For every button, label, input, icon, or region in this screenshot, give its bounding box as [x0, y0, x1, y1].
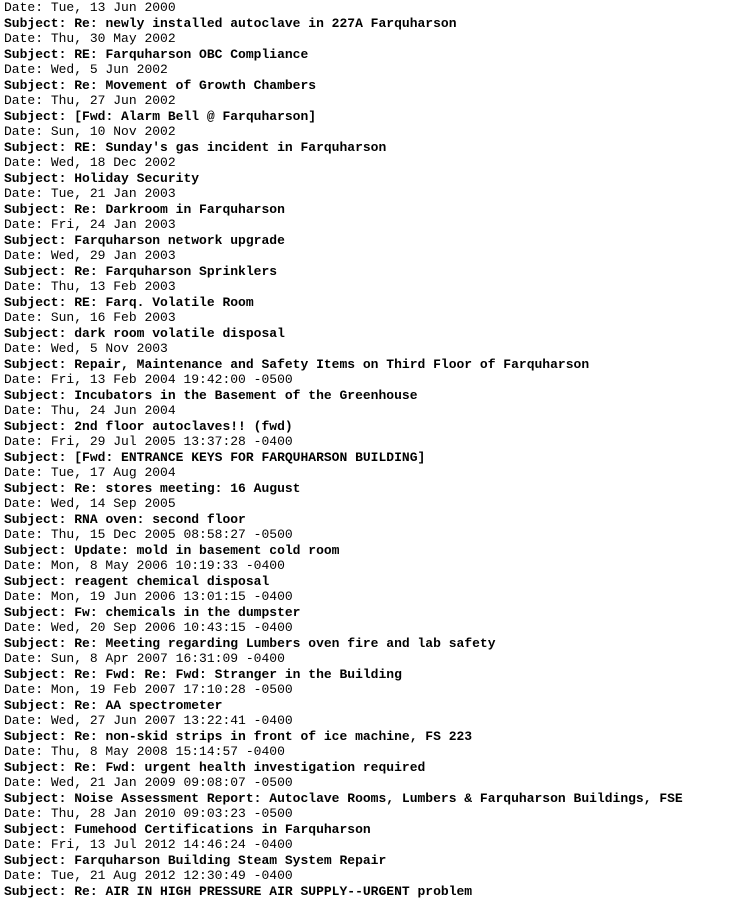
email-entry — [4, 279, 739, 310]
subject-value: Re: AA spectrometer — [74, 697, 223, 713]
subject-line — [4, 47, 739, 63]
subject-label: Subject: — [4, 542, 67, 558]
email-entry — [4, 465, 739, 496]
subject-value: reagent chemical disposal — [74, 573, 270, 589]
subject-line — [4, 543, 739, 559]
date-line — [4, 93, 739, 109]
date-value: Mon, 19 Feb 2007 17:10:28 -0500 — [50, 682, 293, 697]
email-entry — [4, 837, 739, 868]
date-line — [4, 713, 739, 729]
date-label: Date: — [4, 62, 44, 77]
subject-value: dark room volatile disposal — [74, 325, 285, 341]
subject-line — [4, 884, 739, 900]
subject-label: Subject: — [4, 232, 67, 248]
subject-value: Re: Movement of Growth Chambers — [74, 77, 317, 93]
subject-label: Subject: — [4, 418, 67, 434]
date-line — [4, 806, 739, 822]
date-label: Date: — [4, 279, 44, 294]
subject-label: Subject: — [4, 201, 67, 217]
date-value: Thu, 13 Feb 2003 — [50, 279, 176, 294]
date-value: Thu, 30 May 2002 — [50, 31, 176, 46]
subject-line — [4, 16, 739, 32]
date-label: Date: — [4, 93, 44, 108]
date-label: Date: — [4, 434, 44, 449]
email-entry — [4, 124, 739, 155]
date-value: Tue, 13 Jun 2000 — [50, 0, 176, 15]
date-value: Sun, 10 Nov 2002 — [50, 124, 176, 139]
date-line — [4, 496, 739, 512]
date-line — [4, 31, 739, 47]
date-label: Date: — [4, 124, 44, 139]
subject-line — [4, 388, 739, 404]
date-line — [4, 248, 739, 264]
date-value: Tue, 21 Aug 2012 12:30:49 -0400 — [50, 868, 293, 883]
date-line — [4, 372, 739, 388]
subject-value: Re: newly installed autoclave in 227A Farquharson — [74, 15, 457, 31]
subject-label: Subject: — [4, 852, 67, 868]
subject-line — [4, 109, 739, 125]
date-label: Date: — [4, 775, 44, 790]
subject-value: Re: AIR IN HIGH PRESSURE AIR SUPPLY--URGENT problem — [74, 883, 473, 899]
date-label: Date: — [4, 217, 44, 232]
date-line — [4, 868, 739, 884]
date-value: Wed, 29 Jan 2003 — [50, 248, 176, 263]
date-value: Thu, 27 Jun 2002 — [50, 93, 176, 108]
email-entry — [4, 341, 739, 372]
date-value: Tue, 17 Aug 2004 — [50, 465, 176, 480]
date-value: Fri, 13 Jul 2012 14:46:24 -0400 — [50, 837, 293, 852]
subject-label: Subject: — [4, 573, 67, 589]
subject-value: Update: mold in basement cold room — [74, 542, 340, 558]
date-value: Fri, 24 Jan 2003 — [50, 217, 176, 232]
date-line — [4, 465, 739, 481]
date-line — [4, 434, 739, 450]
date-line — [4, 682, 739, 698]
subject-line — [4, 78, 739, 94]
email-entry — [4, 651, 739, 682]
date-line — [4, 124, 739, 140]
subject-label: Subject: — [4, 635, 67, 651]
subject-line — [4, 233, 739, 249]
date-line — [4, 775, 739, 791]
subject-line — [4, 698, 739, 714]
date-line — [4, 279, 739, 295]
date-line — [4, 527, 739, 543]
subject-line — [4, 140, 739, 156]
subject-value: [Fwd: ENTRANCE KEYS FOR FARQUHARSON BUILDING] — [74, 449, 426, 465]
subject-value: Holiday Security — [74, 170, 200, 186]
subject-line — [4, 295, 739, 311]
subject-value: RNA oven: second floor — [74, 511, 246, 527]
date-value: Wed, 27 Jun 2007 13:22:41 -0400 — [50, 713, 293, 728]
email-entry — [4, 0, 739, 31]
subject-value: Re: Farquharson Sprinklers — [74, 263, 278, 279]
subject-line — [4, 512, 739, 528]
subject-line — [4, 574, 739, 590]
subject-line — [4, 636, 739, 652]
date-line — [4, 155, 739, 171]
date-value: Wed, 5 Nov 2003 — [50, 341, 168, 356]
date-value: Sun, 8 Apr 2007 16:31:09 -0400 — [50, 651, 285, 666]
subject-value: Fumehood Certifications in Farquharson — [74, 821, 371, 837]
subject-line — [4, 481, 739, 497]
date-line — [4, 341, 739, 357]
subject-line — [4, 264, 739, 280]
email-entry — [4, 155, 739, 186]
date-line — [4, 620, 739, 636]
email-entry — [4, 620, 739, 651]
email-entry — [4, 682, 739, 713]
subject-label: Subject: — [4, 728, 67, 744]
date-label: Date: — [4, 372, 44, 387]
date-value: Thu, 28 Jan 2010 09:03:23 -0500 — [50, 806, 293, 821]
subject-value: Re: Fwd: Re: Fwd: Stranger in the Building — [74, 666, 402, 682]
subject-line — [4, 791, 739, 807]
date-line — [4, 0, 739, 16]
date-value: Mon, 8 May 2006 10:19:33 -0400 — [50, 558, 285, 573]
date-label: Date: — [4, 31, 44, 46]
date-label: Date: — [4, 713, 44, 728]
email-entry — [4, 310, 739, 341]
date-line — [4, 651, 739, 667]
subject-value: Incubators in the Basement of the Greenhouse — [74, 387, 418, 403]
subject-line — [4, 202, 739, 218]
date-value: Thu, 24 Jun 2004 — [50, 403, 176, 418]
date-line — [4, 403, 739, 419]
email-entry — [4, 806, 739, 837]
email-entry — [4, 372, 739, 403]
date-value: Thu, 15 Dec 2005 08:58:27 -0500 — [50, 527, 293, 542]
subject-value: Fw: chemicals in the dumpster — [74, 604, 301, 620]
date-label: Date: — [4, 744, 44, 759]
email-entry — [4, 558, 739, 589]
subject-line — [4, 171, 739, 187]
date-line — [4, 62, 739, 78]
email-entry — [4, 434, 739, 465]
email-entry — [4, 31, 739, 62]
subject-label: Subject: — [4, 294, 67, 310]
date-label: Date: — [4, 0, 44, 15]
date-line — [4, 186, 739, 202]
date-label: Date: — [4, 465, 44, 480]
subject-label: Subject: — [4, 883, 67, 899]
subject-value: RE: Farq. Volatile Room — [74, 294, 254, 310]
date-value: Fri, 29 Jul 2005 13:37:28 -0400 — [50, 434, 293, 449]
date-label: Date: — [4, 527, 44, 542]
subject-value: Re: Darkroom in Farquharson — [74, 201, 285, 217]
email-entry — [4, 62, 739, 93]
email-entry — [4, 93, 739, 124]
date-line — [4, 589, 739, 605]
email-entry — [4, 527, 739, 558]
subject-label: Subject: — [4, 108, 67, 124]
subject-label: Subject: — [4, 15, 67, 31]
email-entry — [4, 248, 739, 279]
subject-value: Farquharson network upgrade — [74, 232, 285, 248]
subject-value: Noise Assessment Report: Autoclave Rooms, Lumbers & Farquharson Buildings, FSE — [74, 790, 683, 806]
subject-label: Subject: — [4, 77, 67, 93]
subject-line — [4, 760, 739, 776]
date-value: Fri, 13 Feb 2004 19:42:00 -0500 — [50, 372, 293, 387]
subject-value: Re: Fwd: urgent health investigation required — [74, 759, 426, 775]
date-line — [4, 217, 739, 233]
subject-label: Subject: — [4, 759, 67, 775]
subject-label: Subject: — [4, 604, 67, 620]
subject-label: Subject: — [4, 139, 67, 155]
subject-line — [4, 357, 739, 373]
date-label: Date: — [4, 248, 44, 263]
email-entry — [4, 775, 739, 806]
subject-label: Subject: — [4, 511, 67, 527]
date-value: Tue, 21 Jan 2003 — [50, 186, 176, 201]
subject-label: Subject: — [4, 325, 67, 341]
date-label: Date: — [4, 868, 44, 883]
subject-value: RE: Farquharson OBC Compliance — [74, 46, 309, 62]
email-entry — [4, 496, 739, 527]
email-entry — [4, 589, 739, 620]
subject-label: Subject: — [4, 666, 67, 682]
date-label: Date: — [4, 682, 44, 697]
date-value: Thu, 8 May 2008 15:14:57 -0400 — [50, 744, 285, 759]
date-label: Date: — [4, 558, 44, 573]
date-line — [4, 744, 739, 760]
date-label: Date: — [4, 403, 44, 418]
date-line — [4, 837, 739, 853]
subject-line — [4, 605, 739, 621]
subject-value: Re: non-skid strips in front of ice machine, FS 223 — [74, 728, 473, 744]
subject-line — [4, 419, 739, 435]
subject-label: Subject: — [4, 170, 67, 186]
subject-value: Re: Meeting regarding Lumbers oven fire and lab safety — [74, 635, 496, 651]
email-entry — [4, 868, 739, 899]
subject-label: Subject: — [4, 387, 67, 403]
email-listing — [4, 0, 739, 899]
date-value: Wed, 21 Jan 2009 09:08:07 -0500 — [50, 775, 293, 790]
email-entry — [4, 217, 739, 248]
date-value: Wed, 5 Jun 2002 — [50, 62, 168, 77]
date-label: Date: — [4, 806, 44, 821]
subject-line — [4, 326, 739, 342]
date-label: Date: — [4, 155, 44, 170]
subject-label: Subject: — [4, 821, 67, 837]
subject-label: Subject: — [4, 46, 67, 62]
subject-label: Subject: — [4, 790, 67, 806]
subject-label: Subject: — [4, 480, 67, 496]
subject-value: Farquharson Building Steam System Repair — [74, 852, 387, 868]
subject-value: [Fwd: Alarm Bell @ Farquharson] — [74, 108, 317, 124]
date-line — [4, 310, 739, 326]
date-label: Date: — [4, 186, 44, 201]
subject-value: RE: Sunday's gas incident in Farquharson — [74, 139, 387, 155]
date-value: Wed, 14 Sep 2005 — [50, 496, 176, 511]
date-value: Mon, 19 Jun 2006 13:01:15 -0400 — [50, 589, 293, 604]
subject-line — [4, 729, 739, 745]
subject-label: Subject: — [4, 449, 67, 465]
date-label: Date: — [4, 496, 44, 511]
date-value: Sun, 16 Feb 2003 — [50, 310, 176, 325]
email-entry — [4, 403, 739, 434]
subject-label: Subject: — [4, 697, 67, 713]
subject-value: 2nd floor autoclaves!! (fwd) — [74, 418, 293, 434]
subject-line — [4, 853, 739, 869]
date-label: Date: — [4, 589, 44, 604]
subject-line — [4, 450, 739, 466]
subject-label: Subject: — [4, 356, 67, 372]
date-label: Date: — [4, 620, 44, 635]
date-value: Wed, 20 Sep 2006 10:43:15 -0400 — [50, 620, 293, 635]
date-label: Date: — [4, 310, 44, 325]
subject-line — [4, 822, 739, 838]
date-line — [4, 558, 739, 574]
email-entry — [4, 744, 739, 775]
date-value: Wed, 18 Dec 2002 — [50, 155, 176, 170]
date-label: Date: — [4, 651, 44, 666]
subject-value: Re: stores meeting: 16 August — [74, 480, 301, 496]
email-entry — [4, 186, 739, 217]
subject-label: Subject: — [4, 263, 67, 279]
subject-line — [4, 667, 739, 683]
email-entry — [4, 713, 739, 744]
date-label: Date: — [4, 837, 44, 852]
subject-value: Repair, Maintenance and Safety Items on Third Floor of Farquharson — [74, 356, 590, 372]
date-label: Date: — [4, 341, 44, 356]
